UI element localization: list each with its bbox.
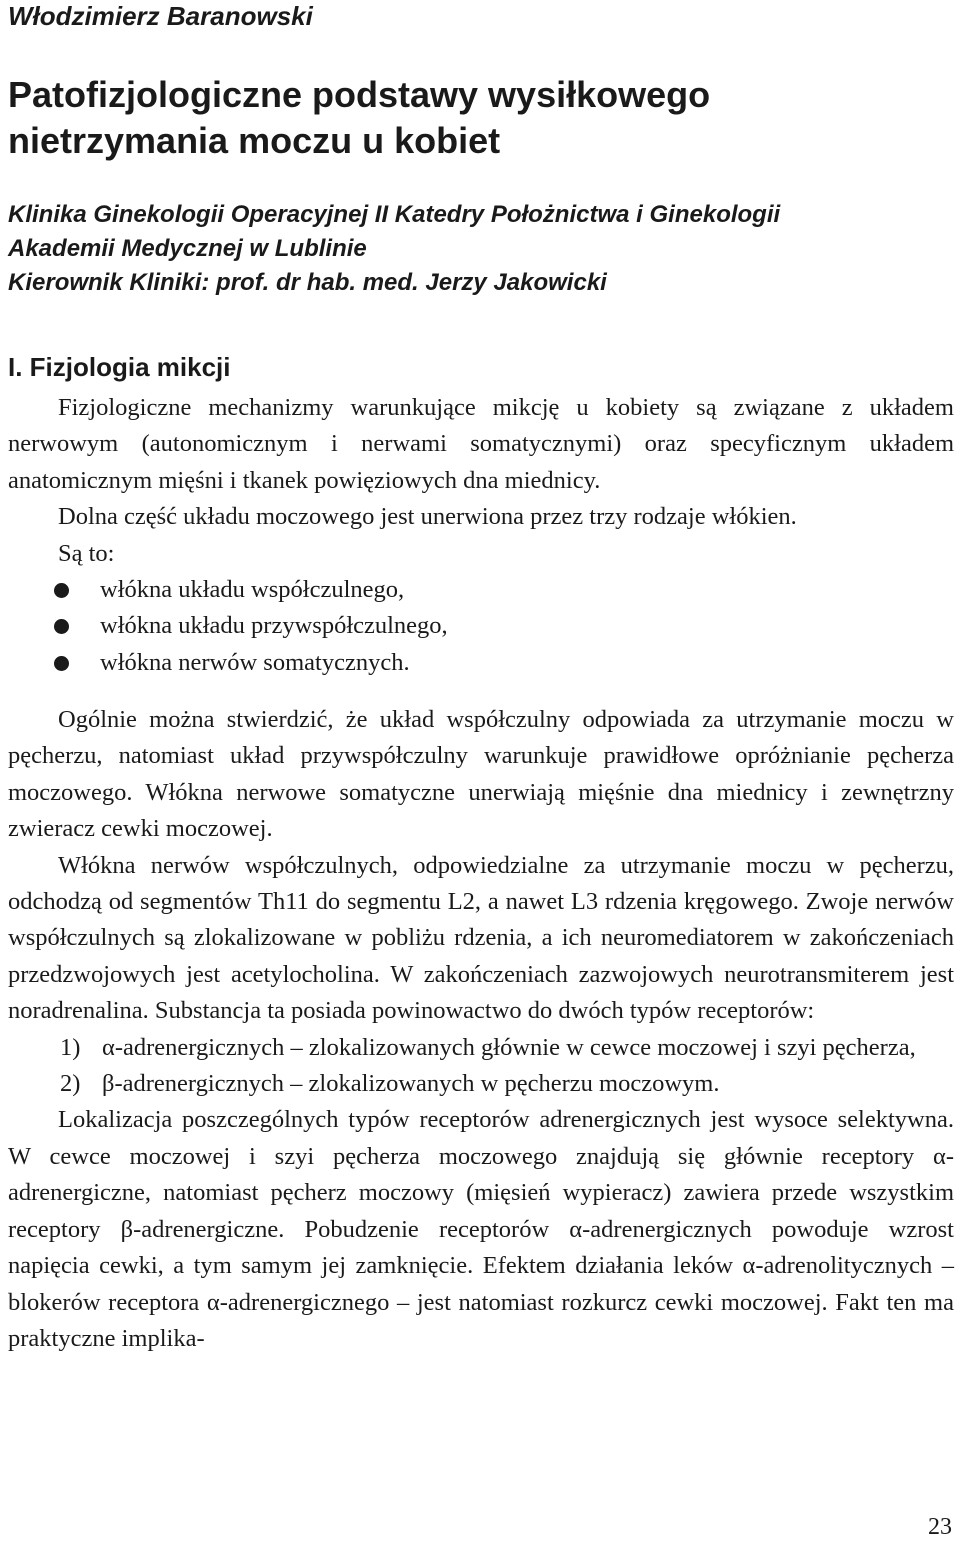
- numbered-item-text: α-adrenergicznych – zlokalizowanych głównie w cewce moczowej i szyi pęcherza,: [102, 1033, 916, 1061]
- bullet-text: włókna nerwów somatycznych.: [100, 648, 410, 676]
- numbered-list: [8, 1030, 954, 1103]
- bullet-dot-icon: [54, 583, 69, 598]
- bullet-text: włókna układu współczulnego,: [100, 576, 405, 604]
- affiliation-line-2: Akademii Medycznej w Lublinie: [8, 235, 367, 262]
- paragraph-6: Lokalizacja poszczególnych typów receptorów adrenergicznych jest wysoce selektywna. W cewce moczowej i szyi pęcherza moczowego znajdują się głównie receptory α-adrenergiczne, natomiast pęcherz moczowy (mięsień wypieracz) zawiera przede wszystkim receptory β-adrenergiczne. Pobudzenie receptorów α-adrenergicznych powoduje wzrost napięcia cewki, a tym samym jej zamknięcie. Efektem działania leków α-adrenolitycznych – blokerów receptora α-adrenergicznego – jest natomiast rozkurcz cewki moczowej. Fakt ten ma praktyczne implika-: [8, 1106, 954, 1352]
- paragraph-2: Dolna część układu moczowego jest unerwiona przez trzy rodzaje włókien.: [58, 503, 797, 531]
- numbered-item-label: 1): [60, 1033, 81, 1061]
- bullet-item: [8, 572, 954, 608]
- article-title: Patofizjologiczne podstawy wysiłkowego nietrzymania moczu u kobiet: [8, 74, 711, 161]
- author-name: Włodzimierz Baranowski: [8, 1, 313, 31]
- bullet-item: [8, 645, 954, 681]
- bullet-item: [8, 608, 954, 644]
- bullet-list: [8, 572, 954, 681]
- numbered-item: [8, 1066, 954, 1102]
- numbered-item: [8, 1030, 954, 1066]
- paragraph-3: Są to:: [58, 539, 115, 567]
- body-block-1: [8, 390, 954, 681]
- paragraph-5: Włókna nerwów współczulnych, odpowiedzialne za utrzymanie moczu w pęcherzu, odchodzą od segmentów Th11 do segmentu L2, a nawet L3 rdzenia kręgowego. Zwoje nerwów współczulnych są zlokalizowane w pobliżu rdzenia, a ich neuromediatorem w zakończeniach przedzwojowych jest acetylocholina. W zakończeniach zazwojowych neurotransmiterem jest noradrenalina. Substancja ta posiada powinowactwo do dwóch typów receptorów:: [8, 851, 954, 1025]
- affiliation-line-3: Kierownik Kliniki: prof. dr hab. med. Jerzy Jakowicki: [8, 269, 607, 296]
- affiliation-line-1: Klinika Ginekologii Operacyjnej II Katedry Położnictwa i Ginekologii: [8, 201, 781, 228]
- section-heading: I. Fizjologia mikcji: [8, 352, 231, 382]
- bullet-dot-icon: [54, 656, 69, 671]
- bullet-dot-icon: [54, 619, 69, 634]
- affiliation: [8, 198, 958, 300]
- numbered-item-text: β-adrenergicznych – zlokalizowanych w pęcherzu moczowym.: [102, 1070, 720, 1098]
- body-block-2: [8, 702, 954, 1357]
- paragraph-4: Ogólnie można stwierdzić, że układ współczulny odpowiada za utrzymanie moczu w pęcherzu, natomiast układ przywspółczulny warunkuje prawidłowe opróżnianie pęcherza moczowego. Włókna nerwowe somatyczne unerwiają mięśnie dna miednicy i zewnętrzny zwieracz cewki moczowej.: [8, 706, 954, 843]
- page-number: 23: [928, 1514, 952, 1540]
- bullet-text: włókna układu przywspółczulnego,: [100, 612, 448, 640]
- paragraph-1: Fizjologiczne mechanizmy warunkujące mikcję u kobiety są związane z układem nerwowym (autonomicznym i nerwami somatycznymi) oraz specyficznym układem anatomicznym mięśni i tkanek powięziowych dna miednicy.: [8, 394, 954, 494]
- numbered-item-label: 2): [60, 1070, 81, 1098]
